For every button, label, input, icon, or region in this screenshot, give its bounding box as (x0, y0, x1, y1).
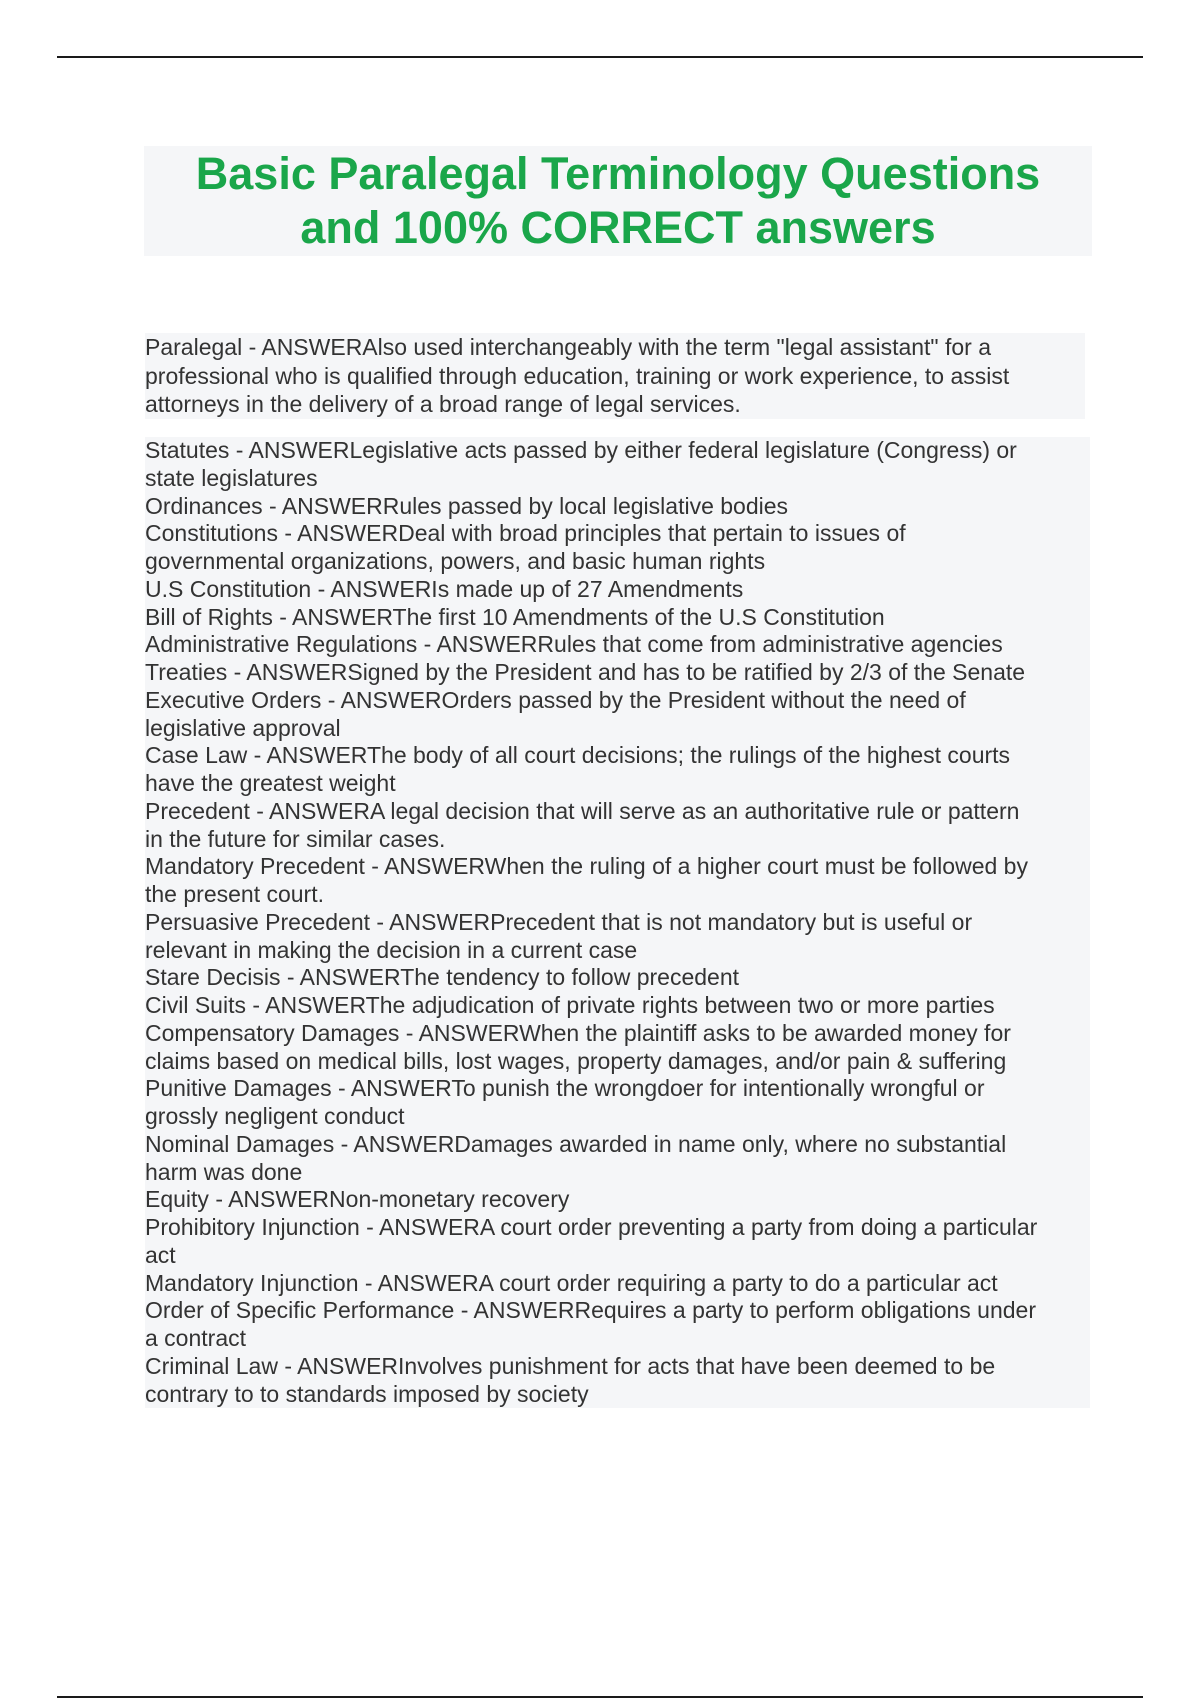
text-line: harm was done (145, 1158, 303, 1185)
text-line: Criminal Law - ANSWERInvolves punishment for acts that have been deemed to be (145, 1352, 996, 1379)
text-line: Equity - ANSWERNon-monetary recovery (145, 1186, 570, 1213)
text-line: have the greatest weight (145, 770, 396, 796)
text-line: a contract (145, 1325, 246, 1351)
text-line: Mandatory Injunction - ANSWERA court order requiring a party to do a particular act (145, 1269, 998, 1296)
term-entry-nominal-damages (145, 1131, 1090, 1187)
term-entry-statutes (145, 437, 1090, 493)
term-entry-specific-performance (145, 1297, 1090, 1353)
intro-paragraph (145, 333, 1085, 419)
text-line: legislative approval (145, 714, 341, 741)
text-line: Stare Decisis - ANSWERThe tendency to follow precedent (145, 964, 740, 991)
text-line: state legislatures (145, 464, 318, 491)
top-rule (57, 56, 1143, 58)
text-line: relevant in making the decision in a current case (145, 936, 638, 963)
term-entry-ordinances (145, 493, 1090, 521)
term-entry-precedent (145, 798, 1090, 854)
text-line: Executive Orders - ANSWEROrders passed by the President without the need of (145, 686, 966, 713)
term-entry-compensatory-damages (145, 1020, 1090, 1076)
term-entry-case-law (145, 742, 1090, 798)
bottom-rule (57, 1696, 1143, 1698)
text-line: Compensatory Damages - ANSWERWhen the plaintiff asks to be awarded money for (145, 1019, 1011, 1046)
text-line: act (145, 1241, 176, 1268)
title-box (144, 146, 1092, 256)
text-line: Statutes - ANSWERLegislative acts passed by either federal legislature (Congress) or (145, 437, 1017, 463)
term-entry-bill-of-rights (145, 604, 1090, 632)
text-line: Treaties - ANSWERSigned by the President and has to be ratified by 2/3 of the Senate (145, 659, 1026, 685)
text-line: Punitive Damages - ANSWERTo punish the wrongdoer for intentionally wrongful or (145, 1075, 985, 1102)
text-line: the present court. (145, 881, 324, 907)
term-list (145, 437, 1090, 1408)
intro-line: Paralegal - ANSWERAlso used interchangeably with the term "legal assistant" for a (145, 334, 992, 360)
term-entry-equity (145, 1186, 1090, 1214)
intro-line: attorneys in the delivery of a broad range of legal services. (145, 391, 741, 417)
term-entry-stare-decisis (145, 964, 1090, 992)
text-line: Order of Specific Performance - ANSWERRequires a party to perform obligations under (145, 1297, 1036, 1324)
text-line: Precedent - ANSWERA legal decision that will serve as an authoritative rule or pattern (145, 797, 1020, 824)
text-line: grossly negligent conduct (145, 1103, 405, 1129)
text-line: Persuasive Precedent - ANSWERPrecedent that is not mandatory but is useful or (145, 908, 973, 935)
text-line: Bill of Rights - ANSWERThe first 10 Amendments of the U.S Constitution (145, 603, 885, 630)
text-line: in the future for similar cases. (145, 825, 446, 852)
text-line: Nominal Damages - ANSWERDamages awarded in name only, where no substantial (145, 1130, 1007, 1157)
term-entry-prohibitory-injunction (145, 1214, 1090, 1270)
term-entry-us-constitution (145, 576, 1090, 604)
term-entry-mandatory-precedent (145, 853, 1090, 909)
text-line: Mandatory Precedent - ANSWERWhen the ruling of a higher court must be followed by (145, 853, 1028, 880)
text-line: Case Law - ANSWERThe body of all court decisions; the rulings of the highest courts (145, 742, 1011, 769)
text-line: claims based on medical bills, lost wages, property damages, and/or pain & suffering (145, 1047, 1007, 1074)
term-entry-civil-suits (145, 992, 1090, 1020)
text-line: contrary to to standards imposed by society (145, 1380, 589, 1407)
text-line: U.S Constitution - ANSWERIs made up of 27 Amendments (145, 575, 744, 602)
text-line: Ordinances - ANSWERRules passed by local legislative bodies (145, 492, 789, 519)
text-line: Constitutions - ANSWERDeal with broad principles that pertain to issues of (145, 520, 906, 547)
term-entry-executive-orders (145, 687, 1090, 743)
text-line: governmental organizations, powers, and basic human rights (145, 548, 766, 574)
page-title-line-1: Basic Paralegal Terminology Questions (195, 148, 1041, 199)
term-entry-administrative-regulations (145, 631, 1090, 659)
term-entry-punitive-damages (145, 1075, 1090, 1131)
term-entry-mandatory-injunction (145, 1270, 1090, 1298)
intro-line: professional who is qualified through education, training or work experience, to assist (145, 362, 1010, 389)
text-line: Administrative Regulations - ANSWERRules that come from administrative agencies (145, 631, 1003, 658)
term-entry-constitutions (145, 520, 1090, 576)
page-title-line-2: and 100% CORRECT answers (300, 202, 936, 253)
text-line: Prohibitory Injunction - ANSWERA court order preventing a party from doing a particular (145, 1214, 1038, 1240)
term-entry-treaties (145, 659, 1090, 687)
text-line: Civil Suits - ANSWERThe adjudication of private rights between two or more parties (145, 992, 995, 1018)
term-entry-criminal-law (145, 1353, 1090, 1409)
term-entry-persuasive-precedent (145, 909, 1090, 965)
